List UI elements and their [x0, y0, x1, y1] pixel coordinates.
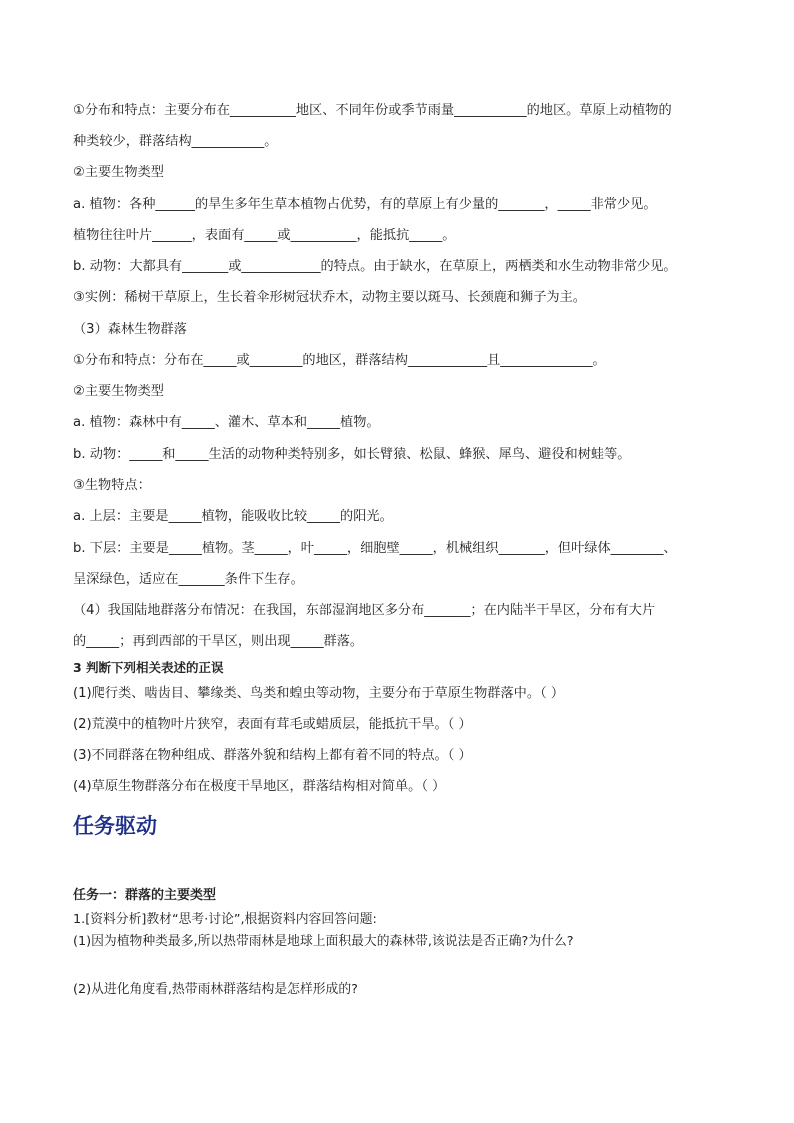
lower-layer-line-1: b. 下层：主要是_____植物。茎_____，叶_____，细胞壁_____，机械组织_______，但叶绿体________、 [73, 541, 677, 556]
grassland-types-heading: ②主要生物类型 [73, 165, 164, 180]
task1-question-1: (1)因为植物种类最多,所以热带雨林是地球上面积最大的森林带,该说法是否正确?为什么? [73, 934, 574, 949]
lower-layer-line-2: 呈深绿色，适应在_______条件下生存。 [73, 572, 304, 587]
china-distribution-line-2: 的_____；再到西部的干旱区，则出现_____群落。 [73, 634, 364, 649]
task1-title: 任务一：群落的主要类型 [73, 888, 217, 903]
grassland-plants-line-1: a. 植物：各种______的旱生多年生草本植物占优势，有的草原上有少量的_______，_____非常少见。 [73, 197, 657, 212]
judgment-item: (1)爬行类、啮齿目、攀缘类、鸟类和蝗虫等动物，主要分布于草原生物群落中。（ ） [73, 686, 565, 701]
task-driven-heading: 任务驱动 [73, 814, 157, 838]
bio-features-heading: ③生物特点： [73, 478, 151, 493]
judgment-item: (3)不同群落在物种组成、群落外貌和结构上都有着不同的特点。（ ） [73, 748, 472, 763]
task1-question-2: (2)从进化角度看,热带雨林群落结构是怎样形成的? [73, 982, 358, 997]
grassland-plants-line-2: 植物往往叶片______，表面有_____或__________，能抵抗_____。 [73, 228, 456, 243]
judgment-item: (2)荒漠中的植物叶片狭窄，表面有茸毛或蜡质层，能抵抗干旱。（ ） [73, 717, 472, 732]
grassland-distribution-line-2: 种类较少，群落结构___________。 [73, 134, 278, 149]
forest-section-title: （3）森林生物群落 [73, 322, 187, 337]
judgment-section-title: 3 判断下列相关表述的正误 [73, 660, 224, 675]
task1-intro: 1.[资料分析]教材“思考·讨论”,根据资料内容回答问题: [73, 912, 377, 927]
upper-layer-line: a. 上层：主要是_____植物，能吸收比较_____的阳光。 [73, 509, 393, 524]
forest-animals-line: b. 动物：_____和_____生活的动物种类特别多，如长臂猿、松鼠、蜂猴、犀鸟、避役和树蛙等。 [73, 447, 631, 462]
grassland-example-line: ③实例：稀树干草原上，生长着伞形树冠状乔木，动物主要以斑马、长颈鹿和狮子为主。 [73, 290, 586, 305]
china-distribution-line-1: （4）我国陆地群落分布情况：在我国，东部湿润地区多分布_______；在内陆半干旱区，分布有大片 [73, 603, 656, 618]
grassland-animals-line: b. 动物：大都具有_______或____________的特点。由于缺水，在草原上，两栖类和水生动物非常少见。 [73, 259, 677, 274]
judgment-item: (4)草原生物群落分布在极度干旱地区，群落结构相对简单。（ ） [73, 779, 446, 794]
grassland-distribution-line-1: ①分布和特点：主要分布在__________地区、不同年份或季节雨量___________的地区。草原上动植物的 [73, 103, 672, 118]
forest-plants-line: a. 植物：森林中有_____、灌木、草本和_____植物。 [73, 415, 380, 430]
forest-distribution-line: ①分布和特点：分布在_____或________的地区，群落结构____________且______________。 [73, 353, 606, 368]
forest-types-heading: ②主要生物类型 [73, 384, 164, 399]
